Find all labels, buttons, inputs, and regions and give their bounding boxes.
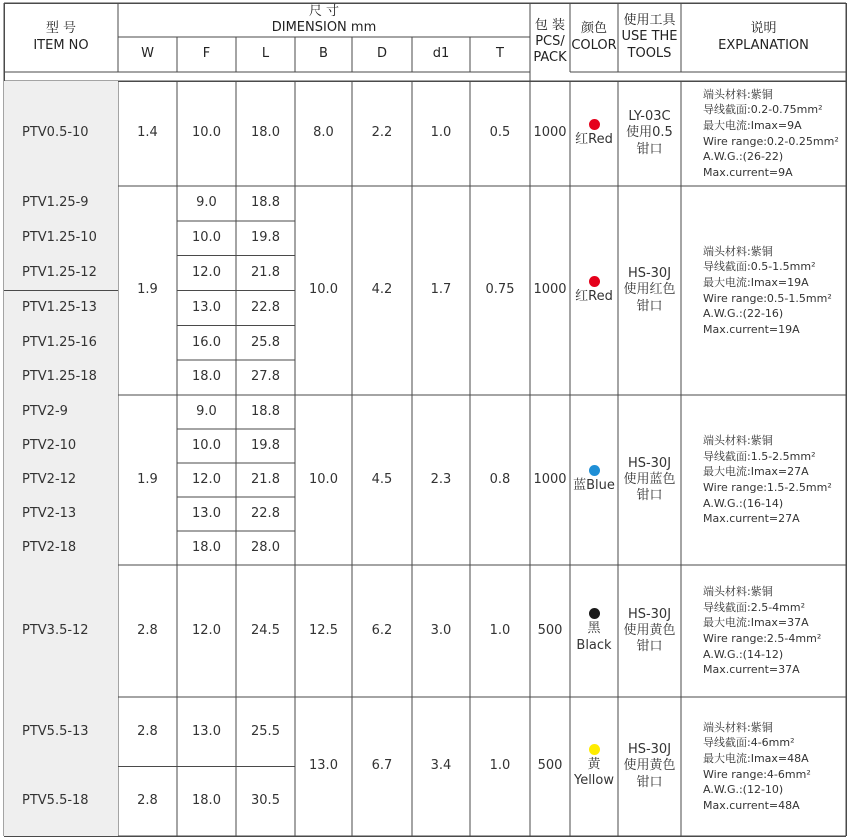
header-col-w: W [141,46,154,62]
dim-b: 10.0 [309,282,338,298]
dim-f: 9.0 [196,403,217,419]
header-pack-en: PCS/ PACK [533,33,567,66]
header-color-zh: 颜色 [580,21,607,37]
header-col-d: D [376,46,387,62]
dim-f: 12.0 [192,622,221,638]
dim-f: 13.0 [192,299,221,315]
tool-name: HS-30J 使用黄色 钳口 [623,742,676,790]
dim-b: 12.5 [309,622,338,638]
color-name: 蓝Blue [573,478,615,494]
color-dot-icon [589,276,600,287]
dim-l: 30.5 [251,793,280,809]
dim-b: 13.0 [309,758,338,774]
color-cell [570,697,618,836]
dim-f: 18.0 [192,793,221,809]
dim-l: 25.5 [251,723,280,739]
dim-f: 16.0 [192,334,221,350]
color-cell [570,81,618,186]
explanation: 端头材料:紫铜 导线截面:2.5-4mm² 最大电流:Imax=37A Wire range:2.5-4mm² A.W.G.:(14-12) Max.current=37A [703,585,822,677]
header-color-en: COLOR [571,37,617,53]
dim-w: 2.8 [137,793,158,809]
dim-f: 12.0 [192,471,221,487]
header-pack-zh: 包 装 [534,17,566,33]
item-no: PTV2-10 [4,429,118,463]
dim-d: 4.2 [371,282,393,298]
dim-l: 19.8 [251,230,280,246]
header-col-f: F [202,46,211,62]
color-dot-icon [589,608,600,619]
color-name: 红Red [575,288,613,304]
dim-t: 0.8 [489,471,511,487]
dim-t: 1.0 [489,622,511,638]
header-dimension-zh: 尺 寸 [308,3,340,19]
item-no: PTV2-13 [4,497,118,531]
dim-f: 13.0 [192,723,221,739]
item-no: PTV2-12 [4,463,118,497]
header-col-d1: d1 [432,46,450,62]
item-no: PTV1.25-10 [4,221,118,256]
color-cell [570,565,618,697]
item-no: PTV3.5-12 [4,565,118,697]
dim-l: 18.8 [251,403,280,419]
dim-l: 21.8 [251,471,280,487]
dim-w: 2.8 [137,723,158,739]
dim-f: 10.0 [192,125,221,141]
dim-d1: 2.3 [430,471,452,487]
dim-f: 12.0 [192,264,221,280]
pack-qty: 1000 [533,282,567,298]
dim-t: 1.0 [489,758,511,774]
dim-f: 18.0 [192,539,221,555]
dim-b: 8.0 [313,125,334,141]
dim-f: 10.0 [192,437,221,453]
dim-w: 1.9 [137,471,158,487]
dim-d: 2.2 [371,125,393,141]
explanation: 端头材料:紫铜 导线截面:0.5-1.5mm² 最大电流:Imax=19A Wire range:0.5-1.5mm² A.W.G.:(22-16) Max.current=19A [703,244,832,336]
dim-l: 27.8 [251,369,280,385]
header-col-b: B [319,46,328,62]
color-cell [570,395,618,565]
dim-d1: 1.0 [430,125,452,141]
item-no: PTV0.5-10 [4,81,118,186]
dim-l: 18.8 [251,195,280,211]
pack-qty: 500 [537,622,563,638]
dim-f: 13.0 [192,505,221,521]
item-no: PTV5.5-18 [4,767,118,837]
dim-f: 10.0 [192,230,221,246]
item-no: PTV2-18 [4,531,118,565]
item-no: PTV5.5-13 [4,697,118,767]
tool-name: HS-30J 使用红色 钳口 [623,266,676,314]
pack-qty: 500 [537,758,563,774]
explanation: 端头材料:紫铜 导线截面:1.5-2.5mm² 最大电流:Imax=27A Wire range:1.5-2.5mm² A.W.G.:(16-14) Max.current=27A [703,434,832,526]
dim-t: 0.5 [489,125,511,141]
tool-name: HS-30J 使用黄色 钳口 [623,606,676,655]
header-explanation-zh: 说明 [750,21,777,37]
dim-w: 1.4 [137,125,158,141]
dim-d1: 1.7 [430,282,452,298]
header-col-t: T [496,46,504,62]
dim-l: 25.8 [251,334,280,350]
header-col-l: L [261,46,270,62]
header-tools-zh: 使用工具 [623,13,676,29]
dim-d: 6.7 [371,758,393,774]
dim-w: 1.9 [137,282,158,298]
color-dot-icon [589,744,600,755]
header-dimension-en: DIMENSION mm [271,20,377,35]
tool-name: LY-03C 使用0.5 钳口 [626,109,673,157]
dim-l: 22.8 [251,299,280,315]
header-item-no [4,3,118,72]
explanation: 端头材料:紫铜 导线截面:0.2-0.75mm² 最大电流:Imax=9A Wire range:0.2-0.25mm² A.W.G.:(26-22) Max.current=9A [703,87,839,179]
item-no: PTV1.25-12 [4,256,118,291]
dim-l: 18.0 [251,125,280,141]
dim-l: 21.8 [251,264,280,280]
dim-l: 19.8 [251,437,280,453]
explanation: 端头材料:紫铜 导线截面:4-6mm² 最大电流:Imax=48A Wire range:4-6mm² A.W.G.:(12-10) Max.current=48A [703,720,811,812]
dim-f: 9.0 [196,195,217,211]
header-item-no-zh: 型 号 [45,21,77,37]
dim-d: 4.5 [371,471,393,487]
dim-l: 22.8 [251,505,280,521]
dim-f: 18.0 [192,369,221,385]
color-dot-icon [589,119,600,130]
dim-w: 2.8 [137,622,158,638]
color-cell [570,186,618,395]
header-tools [618,3,681,72]
item-no: PTV1.25-9 [4,186,118,221]
header-pack [530,3,570,81]
pack-qty: 1000 [533,471,567,487]
dim-d: 6.2 [371,622,393,638]
dim-b: 10.0 [309,471,338,487]
color-dot-icon [589,465,600,476]
header-dimension [118,3,530,37]
dim-l: 24.5 [251,622,280,638]
header-tools-en: USE THE TOOLS [621,29,678,61]
item-no: PTV1.25-13 [4,291,118,326]
item-no: PTV1.25-18 [4,360,118,395]
color-name: 黑Black [576,621,612,653]
header-explanation-en: EXPLANATION [718,37,809,53]
color-name: 红Red [575,131,613,147]
color-name: 黄 Yellow [573,756,615,788]
header-item-no-en: ITEM NO [33,37,89,53]
header-explanation [681,3,846,72]
tool-name: HS-30J 使用蓝色 钳口 [623,455,676,504]
dim-d1: 3.4 [430,758,452,774]
item-no: PTV2-9 [4,395,118,429]
pack-qty: 1000 [533,125,567,141]
item-no: PTV1.25-16 [4,325,118,360]
header-color [570,3,618,72]
dim-t: 0.75 [485,282,515,298]
dim-l: 28.0 [251,539,280,555]
dim-d1: 3.0 [430,622,452,638]
